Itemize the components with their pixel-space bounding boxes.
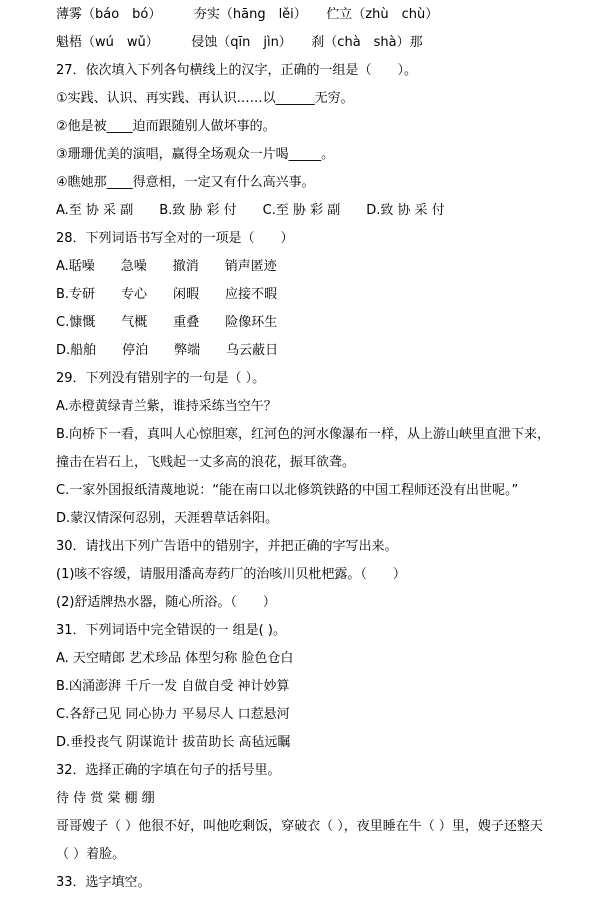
q29-option-b-cont: 撞击在岩石上，飞贱起一丈多高的浪花，振耳欲聋。: [56, 455, 356, 470]
q32-sentence: 哥哥嫂子（ ）他很不好，叫他吃剩饭，穿破衣（ ），夜里睡在牛（ ）里，嫂子还整天: [56, 819, 543, 834]
q29-option-b: B.向桥下一看，真叫人心惊胆寒，红河色的河水像瀑布一样，从上游山峡里直泄下来，: [56, 427, 551, 442]
q30-item-2: (2)舒适牌热水器，随心所浴。（ ）: [56, 595, 276, 610]
q30-stem: 30．请找出下列广告语中的错别字，并把正确的字写出来。: [56, 539, 398, 554]
q27-stem: 27．依次填入下列各句横线上的汉字，正确的一组是（ ）。: [56, 63, 418, 78]
q28-option-d: D.船舶 停泊 弊端 乌云蔽日: [56, 343, 279, 358]
q28-stem: 28．下列词语书写全对的一项是（ ）: [56, 231, 294, 246]
q29-option-a: A.赤橙黄绿青兰紫，谁持采练当空午？: [56, 399, 277, 414]
q31-stem: 31．下列词语中完全错误的一 组是( )。: [56, 623, 286, 638]
q27-item-3: ③珊珊优美的演唱，赢得全场观众一片喝_____。: [56, 147, 335, 162]
q27-item-4: ④瞧她那____得意相，一定又有什么高兴事。: [56, 175, 315, 190]
q30-item-1: (1)咳不容缓，请服用潘高寿药厂的治咳川贝枇杷露。（ ）: [56, 567, 406, 582]
q27-options: A.至 协 采 副 B.致 胁 彩 付 C.至 胁 彩 副 D.致 协 采 付: [56, 203, 445, 218]
line-2-pinyin: 魁梧（wú wǔ） 侵蚀（qīn jìn） 刹（chà shà）那: [56, 35, 423, 50]
q33-stem: 33．选字填空。: [56, 875, 151, 890]
q32-stem: 32．选择正确的字填在句子的括号里。: [56, 763, 281, 778]
q31-option-b: B.凶涌澎湃 千斤一发 自做自受 神计妙算: [56, 679, 290, 694]
q29-stem: 29．下列没有错别字的一句是（ ）。: [56, 371, 266, 386]
q32-word-bank: 待 侍 赏 棠 棚 绷: [56, 791, 155, 806]
q29-option-d: D.蒙汉情深何忍别，天涯碧草话斜阳。: [56, 511, 279, 526]
q31-option-a: A. 天空晴郎 艺术珍品 体型匀称 脸色仓白: [56, 651, 294, 666]
q28-option-a: A.聒噪 急噪 撤消 销声匿迹: [56, 259, 277, 274]
q27-item-2: ②他是被____迫而跟随别人做坏事的。: [56, 119, 276, 134]
q32-sentence-cont: （ ）着脸。: [56, 847, 126, 862]
q28-option-b: B.专研 专心 闲暇 应接不暇: [56, 287, 278, 302]
q28-option-c: C.慷慨 气概 重叠 险像环生: [56, 315, 278, 330]
q31-option-d: D.垂投丧气 阴谋诡计 拔苗助长 高毡远瞩: [56, 735, 291, 750]
line-1-pinyin: 薄雾（báo bó） 夯实（hāng lěi） 伫立（zhù chù）: [56, 7, 439, 22]
q31-option-c: C.各舒己见 同心协力 平易尽人 口惹悬河: [56, 707, 290, 722]
q29-option-c: C.一家外国报纸清蔑地说：“能在南口以北修筑铁路的中国工程师还没有出世呢。”: [56, 483, 519, 498]
q27-item-1: ①实践、认识、再实践、再认识……以______无穷。: [56, 91, 354, 106]
